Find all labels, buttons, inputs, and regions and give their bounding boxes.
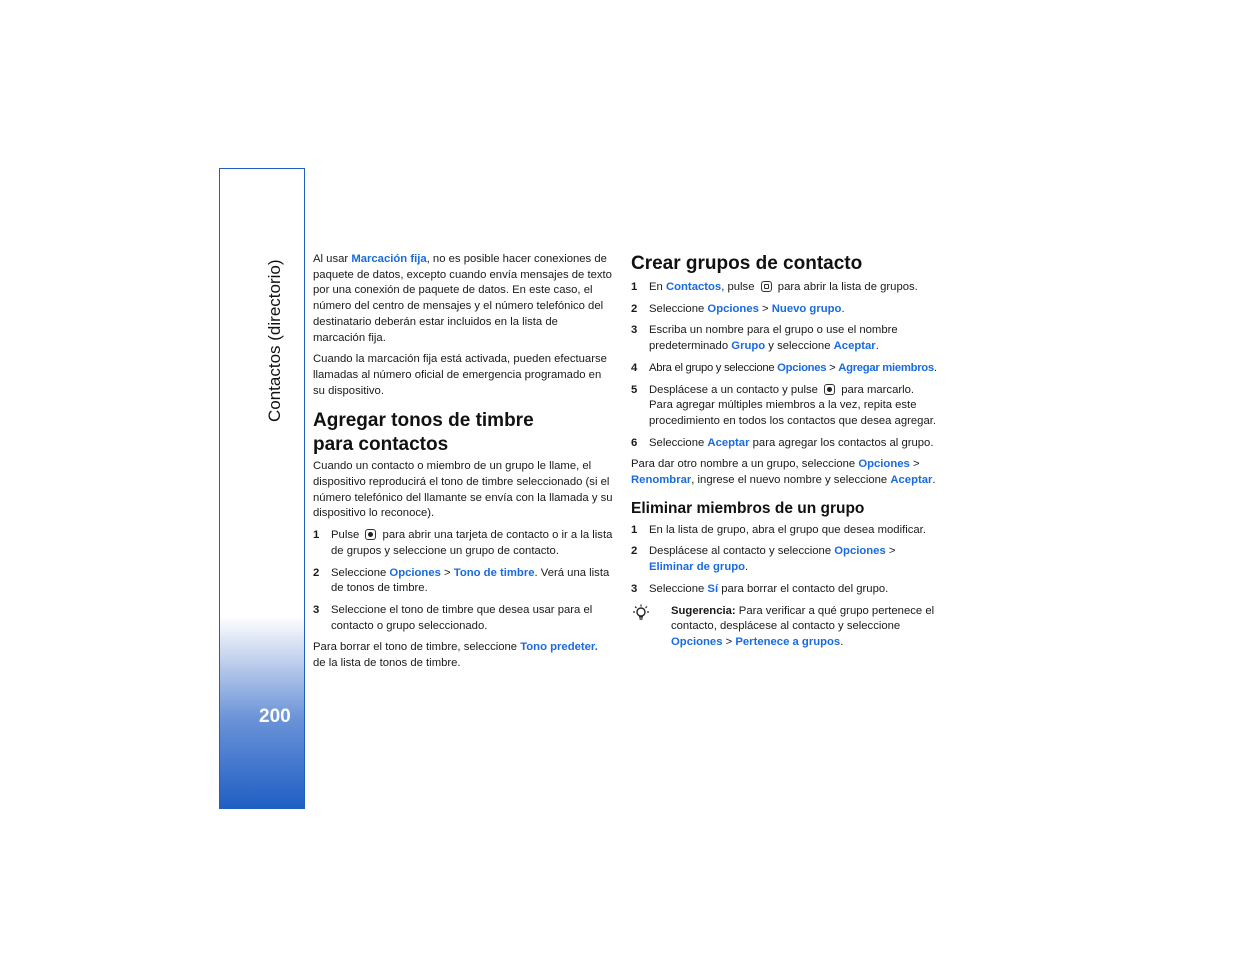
subheading-remove-members: Eliminar miembros de un grupo: [631, 499, 865, 517]
chapter-title: Contactos (directorio): [265, 259, 284, 422]
step-item: 5 Desplácese a un contacto y pulse para marcarlo. Para agregar múltiples miembros a la vez, repita este procedimiento en todos los contactos que desea agregar.: [631, 383, 937, 427]
section-heading-ringtones: Agregar tonos de timbre para contactos: [313, 410, 534, 456]
link-marcacion-fija: Marcación fija: [351, 253, 427, 265]
intro-paragraph: Al usar Marcación fija, no es posible hacer conexiones de paquete de datos, excepto cuando envía mensajes de texto por una conexión de paquete de datos. En este caso, el número del centro de mensajes y el número telefónico del destinatario deberán estar incluidos en la lista de marcación fija.: [313, 253, 612, 344]
tip-box: Sugerencia: Para verificar a qué grupo pertenece el contacto, desplácese al contacto y seleccione Opciones > Pertenece a grupos.: [631, 604, 941, 651]
step-item: 2 Seleccione Opciones > Nuevo grupo.: [631, 302, 845, 315]
left-column: [313, 252, 613, 678]
step-item: 2 Seleccione Opciones > Tono de timbre. Verá una lista de tonos de timbre.: [313, 566, 610, 595]
step-item: 1 Pulse para abrir una tarjeta de contacto o ir a la lista de grupos y seleccione un grupo de contacto.: [313, 529, 613, 557]
section-heading-groups: Crear grupos de contacto: [631, 253, 863, 274]
lightbulb-icon: [631, 604, 671, 651]
page-number: 200: [259, 706, 291, 727]
step-item: 3 Escriba un nombre para el grupo o use el nombre predeterminado Grupo y seleccione Aceptar.: [631, 324, 898, 353]
right-column: [631, 252, 941, 651]
select-key-icon: [365, 529, 376, 540]
step-item: 4 Abra el grupo y seleccione Opciones > Agregar miembros.: [631, 361, 937, 374]
menu-key-icon: [761, 281, 772, 292]
step-item: 2 Desplácese al contacto y seleccione Opciones > Eliminar de grupo.: [631, 545, 896, 574]
reset-ringtone-paragraph: Para borrar el tono de timbre, seleccione Tono predeter. de la lista de tonos de timbre.: [313, 641, 598, 670]
step-item: 1 En Contactos, pulse para abrir la lista de grupos.: [631, 281, 918, 293]
ringtone-description: Cuando un contacto o miembro de un grupo le llame, el dispositivo reproducirá el tono de timbre seleccionado (si el número telefónico del llamante se envía con la llamada y su dispositivo lo reconoce).: [313, 460, 613, 520]
emergency-paragraph: Cuando la marcación fija está activada, pueden efectuarse llamadas al número oficial de emergencia programado en su dispositivo.: [313, 353, 607, 397]
select-key-icon: [824, 384, 835, 395]
step-item: 3 Seleccione el tono de timbre que desea usar para el contacto o grupo seleccionado.: [313, 603, 593, 632]
step-item: 3 Seleccione Sí para borrar el contacto del grupo.: [631, 582, 889, 595]
step-item: 1 En la lista de grupo, abra el grupo que desea modificar.: [631, 523, 926, 536]
step-item: 6 Seleccione Aceptar para agregar los contactos al grupo.: [631, 436, 934, 449]
rename-paragraph: Para dar otro nombre a un grupo, seleccione Opciones > Renombrar, ingrese el nuevo nombre y seleccione Aceptar.: [631, 458, 936, 487]
